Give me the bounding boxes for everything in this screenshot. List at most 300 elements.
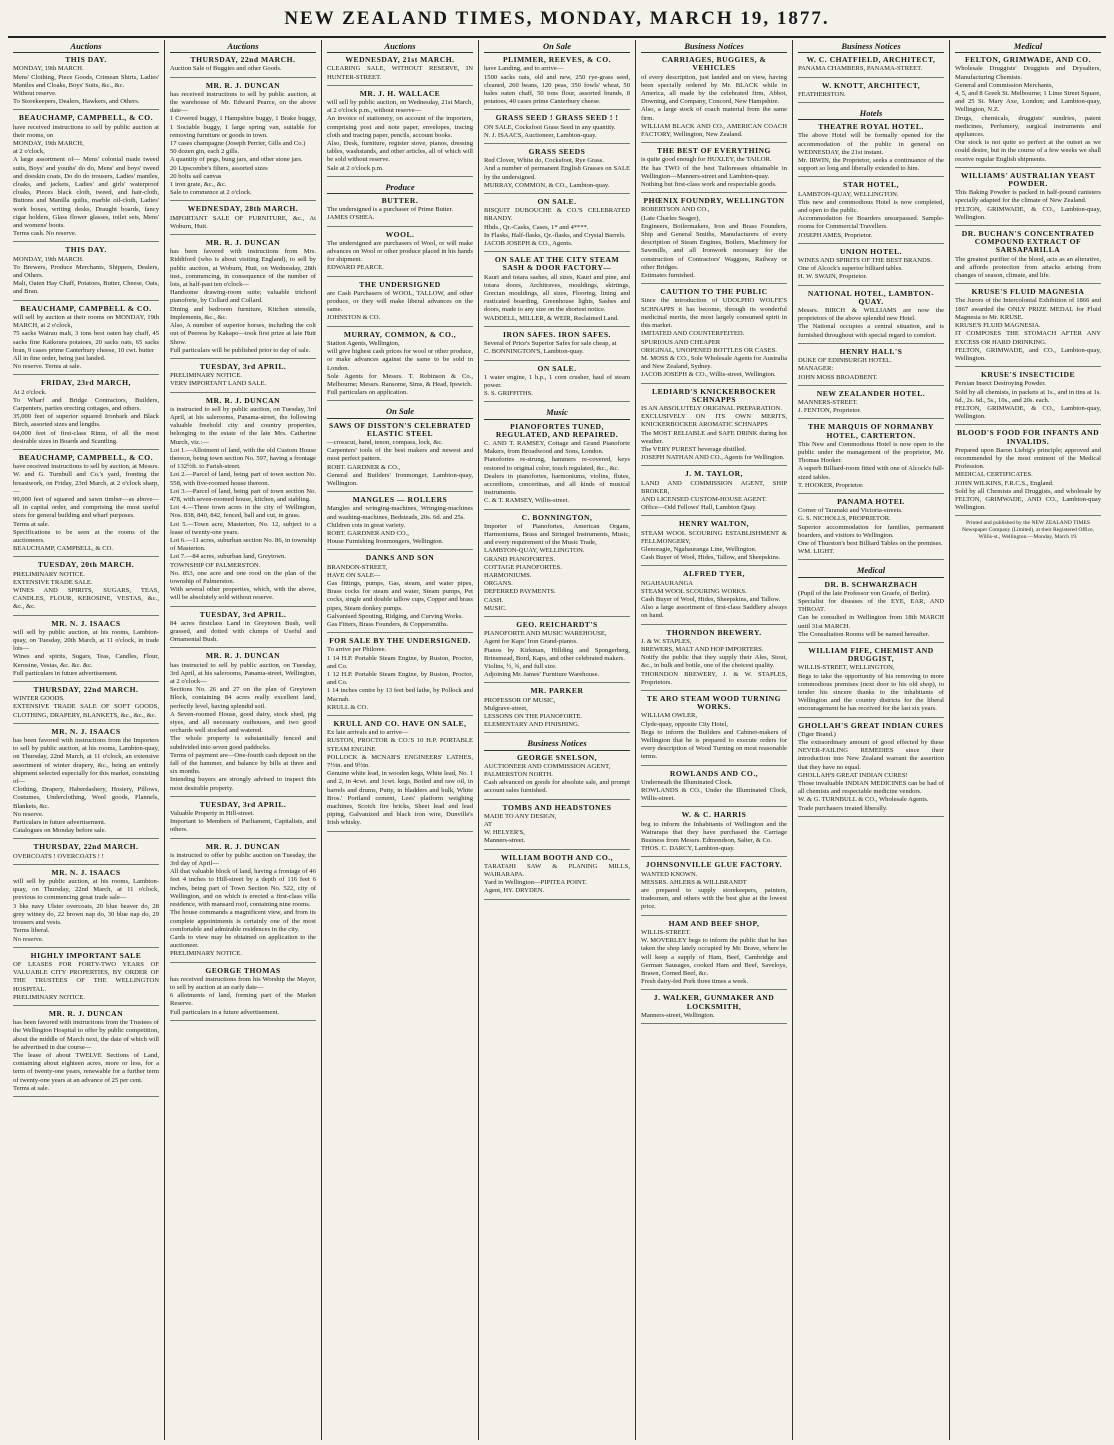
ad-text: The MOST RELIABLE and SAFE DRINK during hot weather. — [641, 429, 787, 445]
ad-heading: THE MARQUIS OF NORMANBY HOTEL, CARTERTON. — [808, 422, 934, 440]
ad-heading: TUESDAY, 3rd APRIL. — [199, 361, 287, 371]
ad-heading: THIS DAY. — [65, 245, 107, 255]
ad-text: ROBT. GARDNER & CO., — [327, 463, 401, 471]
ad-text: JOSEPH NATHAN AND CO., Agents for Wellington. — [641, 454, 785, 462]
ad-heading: FOR SALE BY THE UNDERSIGNED. — [329, 636, 471, 646]
ad-heading: FELTON, GRIMWADE, AND CO. — [964, 55, 1091, 65]
ad-text: Galvanised Spouting, Ridging, and Curving Works. — [327, 612, 463, 620]
ad-heading: GEORGE THOMAS — [205, 965, 281, 975]
ad-text: The greatest purifier of the blood, acts as an alterative, and affords protection from attacks arising from changes of season, climate, and life. — [955, 255, 1101, 280]
ad-text: 1 iron grate, &c., &c. — [170, 181, 227, 189]
masthead: NEW ZEALAND TIMES, MONDAY, MARCH 19, 1877. — [284, 8, 830, 29]
advertisement — [13, 843, 159, 864]
advertisement — [484, 331, 630, 361]
ad-text: KRUSE'S FLUID MAGNESIA. — [955, 322, 1041, 330]
ad-heading: THURSDAY, 22nd MARCH. — [33, 842, 139, 852]
advertisement — [798, 348, 944, 386]
ad-text: TOWNSHIP OF PALMERSTON. — [170, 561, 261, 569]
ad-text: has instructed to sell by public auction, on Tuesday, 3rd April, at his salerooms, Panama-street, Wellington, at 2 o'clock— — [170, 661, 316, 686]
ad-text: ROBT. GARDNER AND CO., — [327, 529, 409, 537]
ad-text: The undersigned are purchasers of Wool, or will make advances on Wool or other produce placed in his hands for shipment. — [327, 239, 473, 264]
ad-text: WINES AND SPIRITS, SUGARS, TEAS, CANDLES, FLOUR, KEROSINE, VESTAS, &c., &c., &c. — [13, 586, 159, 611]
ad-heading: BUTTER. — [381, 196, 419, 206]
section-heading: Medical — [955, 40, 1101, 53]
ad-text: THORNDON BREWERY, J. & W. STAPLES, Proprietors. — [641, 670, 787, 686]
ad-text: ROWLANDS & CO., Under the Illuminated Clock, Willis-street. — [641, 787, 787, 803]
ad-text: N. J. ISAACS, Auctioneer, Lambton-quay. — [484, 131, 597, 139]
ad-text: LAMBTON-QUAY, WELLINGTON. — [798, 190, 899, 198]
ad-text: No reserve. Terms at sale. — [13, 363, 82, 371]
ad-heading: WILLIAMS' AUSTRALIAN YEAST POWDER. — [960, 170, 1096, 189]
ad-text: JOHNSTON & CO. — [327, 314, 381, 322]
columns-container — [8, 40, 1106, 1440]
ad-text: Full particulars in future advertisement. — [13, 669, 118, 677]
ad-text: Notify the public that they supply their Ales, Stout, &c., in bulk and bottle, one of the choicest quality. — [641, 654, 787, 670]
ad-text: MEDICAL CERTIFICATES. — [955, 471, 1033, 479]
advertisement — [484, 754, 630, 800]
advertisement — [484, 854, 630, 900]
advertisement — [641, 861, 787, 915]
ad-text: Sole Agents for Messrs. T. Robinson & Co., Melbourne; Messrs. Ransome, Sims, & Head, Ipswich. — [327, 372, 473, 388]
ad-text: 3 bks navy Ulster overcoats, 20 blue beaver do, 28 grey witney do, 22 brown nap do, 30 blue nap do, 29 trousers and vests. — [13, 902, 159, 927]
ad-text: Also a large assortment of first-class Saddlery always on hand. — [641, 604, 787, 620]
ad-text: GHOLLAH'S GREAT INDIAN CURES! — [798, 771, 908, 779]
ad-text: 84 acres firstclass Land in Greytown Bush, well grassed, and dotted with clumps of Useful and Ornamental Bush. — [170, 619, 316, 644]
ad-text: Valuable Property in Hill-street. — [170, 810, 255, 818]
ad-text: Gas fittings, pumps, Gas, steam, and water pipes, Brass cocks for steam and water, Steam pumps, Pet cocks, single and double tallow cups, Copper and brass pipes, Steam donkey pumps. — [327, 579, 473, 612]
ad-text: Wholesale Druggists' Druggists and Drysalters, Manufacturing Chemists. — [955, 65, 1101, 81]
ad-text: has been favored with instructions from Mrs. Riddiford (who is about visiting England), to sell by public auction, at Woburn, Hutt, on Wednesday, 28th inst., commencing, in consequence of the number of lots, at half-past ten o'clock— — [170, 248, 316, 289]
ad-text: He has TWO of the best Tailoresses obtainable in Wellington—Manners-street and Lambton-quay. — [641, 164, 787, 180]
ad-text: Ex late arrivals and to arrive— — [327, 729, 409, 737]
ad-text: Lot 7.—84 acres, suburban land, Greytown. — [170, 553, 286, 561]
ad-heading: MURRAY, COMMON, & CO., — [343, 329, 457, 339]
ad-text: PROFESSOR OF MUSIC, — [484, 696, 556, 704]
ad-heading: NEW ZEALANDER HOTEL. — [816, 388, 926, 398]
ad-text: Yard in Wellington—PIPITEA POINT. — [484, 879, 587, 887]
ad-text: Full particulars will be published prior to day of sale. — [170, 346, 311, 354]
advertisement — [484, 687, 630, 733]
ad-text: Cash advanced on goods for absolute sale, and prompt account sales furnished. — [484, 779, 630, 795]
ad-text: Manners-street, Wellington. — [641, 1011, 715, 1019]
advertisement — [798, 181, 944, 243]
ad-text: will sell by auction at their rooms on MONDAY, 19th MARCH, at 2 o'clock, — [13, 313, 159, 330]
advertisement — [170, 82, 316, 202]
ad-text: IMITATED AND COUNTERFEITED. — [641, 330, 745, 338]
ad-heading: J. WALKER, GUNMAKER AND LOCKSMITH, — [653, 993, 775, 1011]
ad-text: COTTAGE PIANOFORTES. — [484, 563, 562, 571]
ad-text: Auction Sale of Buggies and other Goods. — [170, 65, 282, 73]
ad-text: C. & T. RAMSEY, Willis-street. — [484, 497, 569, 505]
ad-text: 6 allotments of land, forming part of the Market Reserve. — [170, 992, 316, 1008]
ad-text: AT — [484, 821, 493, 829]
ad-text: have received instructions to sell by public auction at their rooms, on — [13, 123, 159, 139]
ad-text: is instructed to sell by public auction, on Tuesday, 3rd April, at his salerooms, Panama-street, the following valuable freehold city and country properties, belonging to the estate of the late Mrs. Catherine Murch, viz.:— — [170, 405, 316, 446]
advertisement — [13, 620, 159, 682]
ad-text: ORIGINAL, UNOPENED BOTTLES OR CASES. — [641, 346, 777, 354]
ad-text: 1 Covered buggy, 1 Hampshire buggy, 1 Brake buggy, 1 Sociable buggy, 1 large spring van, suitable for removing furniture or goods in town. — [170, 115, 316, 139]
ad-text: JOHN WILKINS, F.R.C.S., England. — [955, 479, 1054, 487]
ad-text: Can be consulted in Wellington from 18th MARCH until 31st MARCH. — [798, 614, 944, 630]
ad-text: Terms cash. No reserve. — [13, 230, 77, 238]
ad-heading: BEAUCHAMP, CAMPBELL, & CO. — [18, 452, 154, 462]
advertisement — [327, 56, 473, 86]
ad-heading: PHŒNIX FOUNDRY, WELLINGTON — [643, 196, 785, 206]
ad-heading: MR. R. J. DUNCAN — [205, 395, 281, 405]
ad-text: IS AN ABSOLUTELY ORIGINAL PREPARATION. — [641, 404, 782, 412]
ad-heading: ON SALE. — [537, 197, 577, 207]
ad-heading: THURSDAY, 22nd MARCH. — [33, 685, 139, 695]
newspaper-column — [8, 40, 165, 1440]
ad-heading: TUESDAY, 3rd APRIL. — [199, 799, 287, 809]
ad-text: WILLIS-STREET. — [641, 928, 691, 936]
ad-heading: J. M. TAYLOR, — [684, 469, 744, 479]
advertisement — [798, 498, 944, 560]
ad-text: has been favored with instructions from the Trustees of the Wellington Hospital to offer by public competition, about the middle of March next, the date of which will be advertised in due course— — [13, 1019, 159, 1051]
ad-heading: BEAUCHAMP, CAMPBELL & CO. — [20, 303, 152, 313]
ad-text: One of Alcock's superior billiard tables. — [798, 265, 903, 273]
ad-text: RUSTON, PROCTOR & CO.'S 10 H.P. PORTABLE STEAM ENGINE — [327, 737, 473, 753]
ad-text: Sold by all chemists, in packets at 1s., and in tins at 1s. 6d., 2s. 6d., 5s., 10s., and 20s. each. — [955, 388, 1101, 404]
ad-text: FELTON, GRIMWADE, and CO., Lambton-quay, Wellington. — [955, 346, 1101, 362]
ad-text: Wines and spirits, Sugars, Teas, Candles, Flour, Kerosine, Vestas, &c. &c. &c. — [13, 653, 159, 669]
ad-text: This new and commodious Hotel is now completed, and open to the public. — [798, 198, 944, 215]
ad-text: J. FENTON, Proprietor. — [798, 407, 862, 415]
ad-text: DUKE OF EDINBURGH HOTEL. — [798, 357, 892, 365]
ad-heading: WOOL. — [385, 229, 415, 239]
ad-heading: GRASS SEEDS — [528, 147, 586, 157]
ad-heading: DR. B. SCHWARZBACH — [824, 579, 918, 589]
ad-text: IMPORTANT SALE OF FURNITURE, &c., At Woburn, Hutt. — [170, 214, 316, 230]
advertisement — [798, 647, 944, 718]
ad-text: PRELIMINARY NOTICE. — [13, 570, 85, 578]
section-heading: Produce — [327, 181, 473, 194]
newspaper-column — [479, 40, 636, 1440]
ad-text: Underneath the Illuminated Clock. — [641, 778, 733, 786]
ad-text: Nothing but first-class work and respectable goods. — [641, 181, 777, 189]
ad-text: Fresh dairy-fed Pork three times a week. — [641, 978, 749, 986]
ad-heading: WEDNESDAY, 21st MARCH. — [345, 55, 455, 65]
ad-text: Also, Desk, furniture, register stove, pianos, dressing tables, washstands, and other articles, all of which will be sold without reserve. — [327, 140, 473, 164]
ad-heading: KRUSE'S FLUID MAGNESIA — [971, 287, 1085, 297]
ad-heading: TE ARO STEAM WOOD TURNING WORKS. — [646, 694, 782, 712]
advertisement — [327, 231, 473, 277]
ad-text: DEFERRED PAYMENTS. — [484, 588, 556, 596]
ad-text: A large assortment of— Mens' colonial made tweed suits, Boys' and youths' do do, Mens' and boys' tweed and doeskin coats, Do do do trousers, Ladies' mantles, cloaks, and jackets, Ladies' and girls' waterproof cloaks, Pieces black cloth, tweed, and hair-cloth, Buttons and Manilla quilts, marble oil-cloth, Ladies' work boxes, writing desks, Draught boards, fancy cigar holders, Glass flower glasses, toilet sets, Mens' and womens' boots. — [13, 156, 159, 230]
ad-text: Agent for Kaps' Iron Grand-pianos. — [484, 638, 578, 646]
ad-heading: NATIONAL HOTEL, LAMBTON-QUAY. — [807, 288, 935, 306]
advertisement — [13, 305, 159, 376]
ad-text: 1 12 H.P. Portable Steam Engine, by Ruston, Proctor, and Co. — [327, 671, 473, 687]
advertisement — [484, 56, 630, 110]
advertisement — [327, 554, 473, 633]
ad-text: The undersigned is a purchaser of Prime Butter. — [327, 206, 453, 214]
ad-text: Full particulars in a future advertisement. — [170, 1008, 280, 1016]
ad-text: Importer of Pianofortes, American Organs, Harmoniums, Brass and Stringed Instruments, Music, and every requirement of the Music Trade, — [484, 522, 630, 547]
ad-text: Station Agents, Wellington, — [327, 339, 400, 347]
ad-text: And a number of permanent English Grasses on SALE by the undersigned. — [484, 165, 630, 181]
ad-heading: GEORGE SNELSON, — [516, 752, 598, 762]
section-heading: Auctions — [170, 40, 316, 53]
imprint-footer: Printed and published by the NEW ZEALAND TIMES Newspaper Company (Limited), at their Registered Office, Willis-st., Wellington.—Monday, March 19. — [962, 520, 1094, 541]
ad-text: EXCLUSIVELY ON ITS OWN MERITS, KNICKERBOCKER AROMATIC SCHNAPPS — [641, 413, 787, 429]
ad-text: MURRAY, COMMON, & CO., Lambton-quay. — [484, 181, 610, 189]
ad-heading: UNION HOTEL. — [839, 246, 903, 256]
ad-text: 1 14 inches centre by 13 feet bed lathe, by Pollock and Macnab. — [327, 687, 473, 703]
ad-text: Mangles and wringing-machines, Wringing-machines and washing-machines, Bedsteads, 20s. 6d. and 25s. — [327, 505, 473, 521]
ad-text: —crosscut, hand, tenon, compass, lock, &c. — [327, 438, 443, 446]
ad-text: W. HELYER'S, — [484, 829, 525, 837]
advertisement — [798, 722, 944, 817]
ad-text: 99,000 feet of squared and sawn timber—as above—all in capital order, and comprising the most useful sizes for general building and wharf purposes. — [13, 495, 159, 520]
ad-text: has received instructions to sell by public auction, at the warehouse of Mr. Edward Pearce, on the above date— — [170, 90, 316, 115]
ad-text: 50 dozen gin, each 2 gills. — [170, 148, 240, 156]
ad-text: (Late Charles Seager), — [641, 214, 701, 222]
advertisement — [641, 197, 787, 284]
masthead-rule — [8, 36, 1106, 38]
ad-text: FEATHERSTON. — [798, 90, 846, 98]
ad-text: All that valuable block of land, having a frontage of 46 feet 4 inches to Hill-street by a depth of 116 feet 6 inches, being part of Town Section No. 522, city of Wellington, and on which is erected a first-class villa residence, with mansard roof, containing nine rooms. — [170, 868, 316, 909]
advertisement — [170, 843, 316, 963]
ad-text: MONDAY, 19th MARCH, — [13, 140, 84, 148]
ad-text: Sale at 2 o'clock p.m. — [327, 164, 384, 172]
ad-heading: MR. R. J. DUNCAN — [205, 238, 281, 248]
advertisement — [955, 56, 1101, 168]
ad-text: The Jurors of the Intercolonial Exhibition of 1866 and 1867 awarded the ONLY PRIZE MEDAL for Fluid Magnesia to Mr. KRUSE. — [955, 297, 1101, 321]
ad-text: has received instructions from his Worship the Mayor, to sell by auction at an early date— — [170, 975, 316, 991]
ad-text: LAND AND COMMISSION AGENT, SHIP BROKER, — [641, 479, 787, 495]
ad-text: PIANOFORTE AND MUSIC WAREHOUSE, — [484, 630, 607, 638]
advertisement — [13, 728, 159, 840]
ad-text: JOHN MOSS BROADBENT. — [798, 373, 878, 381]
ad-text: Terms liberal. — [13, 927, 50, 935]
ad-text: 17 cases champagne (Joseph Perrier, Gills and Co.) — [170, 140, 306, 148]
advertisement — [170, 363, 316, 393]
ad-text: W. & G. TURNBULL & CO., Wholesale Agents. — [798, 796, 929, 804]
ad-text: PRELIMINARY NOTICE. — [170, 372, 242, 380]
ad-heading: THEATRE ROYAL HOTEL. — [818, 122, 924, 132]
ad-heading: MR. N. J. ISAACS — [51, 867, 121, 877]
ad-heading: ALFRED TYER, — [683, 569, 745, 579]
ad-heading: FRIDAY, 23rd MARCH, — [41, 378, 131, 388]
advertisement — [13, 952, 159, 1006]
ad-heading: TOMBS AND HEADSTONES — [502, 802, 612, 812]
ad-text: Our stock is not quite so perfect at the outset as we could desire, but in the course of a few weeks we shall receive regular English shipments. — [955, 139, 1101, 163]
ad-text: Terms of payment are—One-fourth cash deposit on the fall of the hammer, and balance by bills at three and six months. — [170, 751, 316, 776]
ad-text: LESSONS ON THE PIANOFORTE. — [484, 713, 583, 721]
ad-text: No reserve. — [13, 810, 44, 818]
ad-text: POLLOCK & MCNAB'S ENGINEERS' LATHES, 7½in. and 9½in. — [327, 753, 473, 770]
ad-text: NGAHAURANGA — [641, 579, 694, 587]
ad-text: Estimates furnished. — [641, 272, 695, 280]
ad-text: With several other properties, which, with the above, will be absolutely sold without reserve. — [170, 586, 316, 602]
ad-heading: TUESDAY, 3rd APRIL. — [199, 609, 287, 619]
advertisement — [641, 629, 787, 691]
ad-text: BISQUIT DUBOUCHE & CO.'S CELEBRATED BRANDY. — [484, 207, 630, 223]
ad-text: Red Clover, White do, Cocksfoot, Rye Grass. — [484, 157, 604, 165]
advertisement — [13, 1010, 159, 1097]
ad-heading: GRASS SEED ! GRASS SEED ! ! — [495, 113, 619, 123]
ad-text: HAVE ON SALE— — [327, 571, 381, 579]
ad-text: T. HOOKER, Proprietor. — [798, 481, 864, 489]
advertisement — [641, 695, 787, 766]
ad-text: EXTENSIVE TRADE SALE OF SOFT GOODS, CLOTHING, DRAPERY, BLANKETS, &c., &c., &c. — [13, 703, 159, 719]
ad-text: Specifications to be seen at the rooms of the auctioneers. — [13, 528, 159, 544]
section-heading: Auctions — [13, 40, 159, 53]
ad-text: Lot 5.—Town acre, Masterton, No. 12, subject to a lease of twenty-one years. — [170, 520, 316, 536]
ad-text: Lot 6.—11 acres, suburban section No. 86, in township of Masterton. — [170, 536, 316, 553]
advertisement — [484, 423, 630, 510]
ad-text: WILLIAM OWLER, — [641, 712, 698, 720]
advertisement — [484, 198, 630, 252]
advertisement — [484, 114, 630, 144]
ad-heading: HENRY WALTON, — [679, 519, 749, 529]
ad-text: ROBERTSON AND CO., — [641, 206, 710, 214]
advertisement — [798, 581, 944, 643]
ad-heading: PANAMA HOTEL — [837, 496, 905, 506]
ad-text: Terms at sale. — [13, 520, 50, 528]
ad-heading: W. & C. HARRIS — [681, 810, 747, 820]
ad-text: WINES AND SPIRITS OF THE BEST BRANDS. — [798, 257, 933, 265]
ad-heading: DANKS AND SON — [365, 553, 435, 563]
advertisement — [13, 686, 159, 724]
section-heading: Auctions — [327, 40, 473, 53]
ad-text: To Wharf and Bridge Contractors, Builders, Carpenters, parties erecting cottages, and others. — [13, 396, 159, 412]
ad-heading: W. C. CHATFIELD, ARCHITECT, — [806, 55, 936, 65]
ad-text: MADE TO ANY DESIGN, — [484, 812, 557, 820]
advertisement — [13, 454, 159, 557]
ad-text: Engineers, Boilermakers, Iron and Brass Founders, Ship and General Smiths, Manufacturers of every description of Steam Engines, Boilers, Machinery for Sawmills, and all Ironwork necessary for the construction of Contractors' Waggons, Railway or other Bridges. — [641, 222, 787, 271]
section-heading: Music — [484, 406, 630, 419]
ad-text: have Landing, and to arrive— — [484, 65, 564, 73]
ad-text: LAMBTON-QUAY, WELLINGTON. — [484, 547, 585, 555]
advertisement — [641, 147, 787, 193]
ad-text: HARMONIUMS. — [484, 571, 532, 579]
ad-text: ON SALE, Cocksfoot Grass Seed in any quantity. — [484, 123, 616, 131]
ad-text: BRANDON-STREET, — [327, 563, 388, 571]
ad-text: JACOB JOSEPH & CO., Agents. — [484, 240, 573, 248]
ad-heading: KRULL AND CO. HAVE ON SALE, — [333, 719, 467, 729]
ad-text: Cards to view may be obtained on application to the auctioneer. — [170, 933, 316, 950]
advertisement — [955, 371, 1101, 425]
advertisement — [327, 496, 473, 550]
ad-text: Agent, HY. DRYDEN. — [484, 887, 545, 895]
ad-text: (Tiger Brand.) — [798, 730, 836, 738]
ad-text: MANNERS-STREET. — [798, 398, 858, 406]
advertisement — [798, 123, 944, 177]
ad-text: An invoice of stationery, on account of the importers, comprising post and note paper, envelopes, tracing cloth and tracing paper, pencils, account books. — [327, 115, 473, 139]
ad-text: beg to inform the Inhabitants of Wellington and the Wairarapa that they have purchased the Carriage Business from Messrs. Edmondson, Salter, & Co. — [641, 820, 787, 845]
ad-text: Dining and bedroom furniture, Kitchen utensils, Implements, &c., &c. — [170, 305, 316, 321]
section-heading: Business Notices — [484, 737, 630, 750]
ad-text: WM. LIGHT. — [798, 548, 835, 556]
ad-text: is quite good enough for HUXLEY, the TAILOR. — [641, 156, 772, 164]
advertisement — [484, 804, 630, 850]
ad-text: Gas Fitters, Brass Founders, & Coppersmiths. — [327, 620, 449, 628]
ad-text: Terms at sale. — [13, 1084, 50, 1092]
ad-heading: WILLIAM FIFE, CHEMIST AND DRUGGIST, — [808, 645, 934, 664]
newspaper-column — [793, 40, 950, 1440]
ad-text: FELTON, GRIMWADE, & CO., Lambton-quay, Wellington. — [955, 205, 1101, 221]
ad-text: The whole property is substantially fenced and subdivided into seven good paddocks. — [170, 735, 316, 751]
advertisement — [13, 56, 159, 110]
advertisement — [170, 801, 316, 839]
ad-text: Cash Buyer of Wool, Hides, Tallow, and Sheepskins. — [641, 554, 781, 562]
ad-text: Sold by all Chemists and Druggists, and wholesale by FELTON, GRIMWADE, AND CO., Lambton-quay Wellington. — [955, 487, 1101, 512]
section-heading: Hotels — [798, 107, 944, 120]
ad-text: Pianofortes re-strung, hammers re-covered, keys restored to original color, touch regulated, &c., &c. — [484, 456, 630, 472]
ad-text: 20 Lipscombe's filters, assorted sizes — [170, 164, 268, 172]
ad-text: Full particulars on application. — [327, 389, 408, 397]
ad-text: will sell by public auction, at his rooms, Lambton-quay, on Tuesday, 20th March, at 11 o'clock, in trade lots— — [13, 628, 159, 653]
ad-text: All in fine order, being just landed. — [13, 354, 106, 362]
ad-text: ELEMENTARY AND FINISHING. — [484, 721, 580, 729]
ad-heading: ROWLANDS AND CO., — [669, 768, 759, 778]
ad-text: Malt, Oaten Hay Chaff, Potatoes, Butter, Cheese, Oats, and Bran. — [13, 280, 159, 296]
ad-heading: GHOLLAH'S GREAT INDIAN CURES — [798, 720, 944, 730]
ad-text: Without reserve. — [13, 90, 57, 98]
newspaper-column — [950, 40, 1106, 1440]
ad-text: The National occupies a central situation, and is furnished throughout with special regard to comfort. — [798, 323, 944, 339]
ad-text: General and Commission Merchants, — [955, 81, 1054, 89]
advertisement — [641, 811, 787, 857]
ad-text: The extraordinary amount of good effected by these NEVER-FAILING REMEDIES since their introduction into New Zealand warrant the assertion that they have no equal. — [798, 739, 944, 771]
ad-text: SPURIOUS AND CHEAPER — [641, 338, 721, 346]
ad-text: To arrive per Philoree. — [327, 646, 387, 654]
ad-text: PRELIMINARY NOTICE. — [13, 993, 85, 1001]
ad-text: Pianos by Kirkman, Hillding and Spongerberg, Brinsmead, Bord, Kaps, and other celebrated makers. — [484, 646, 630, 662]
ad-text: J. & W. STAPLES, — [641, 637, 692, 645]
advertisement — [641, 288, 787, 383]
advertisement — [170, 239, 316, 359]
ad-heading: THE UNDERSIGNED — [359, 279, 441, 289]
ad-text: will sell by public auction, on Wednesday, 21st March, at 2 o'clock p.m., without reserve— — [327, 99, 473, 115]
advertisement — [641, 920, 787, 991]
ad-text: 1500 sacks oats, old and new, 250 rye-grass seed, cleaned, 260 beans, 120 peas, 350 fowls' wheat, 50 bales oaten chaff, 50 tons flour, assorted brands, 8 potatoes, 40 cases prime Canterbury cheese. — [484, 73, 630, 106]
ad-text: AUCTIONEER AND COMMISSION AGENT, — [484, 762, 611, 770]
ad-heading: C. BONNINGTON, — [521, 512, 593, 522]
ad-heading: MR. PARKER — [530, 686, 584, 696]
ad-text: C. AND T. RAMSEY, Cottage and Grand Pianoforte Makers, from Broadwood and Sons, London. — [484, 439, 630, 456]
ad-heading: LEDIARD'S KNICKERBOCKER SCHNAPPS — [652, 386, 776, 404]
ad-heading: WILLIAM BOOTH AND CO., — [500, 852, 614, 862]
ad-text: Mens' Clothing, Piece Goods, Crimean Shirts, Ladies' Mantles and Cloaks, Boys' Suits, &c., &c. — [13, 73, 159, 89]
ad-heading: KRUSE'S INSECTICIDE — [980, 370, 1076, 380]
ad-text: Lot 2.—Parcel of land, being part of town section No. 558, with five-roomed house thereon. — [170, 471, 316, 487]
newspaper-column — [636, 40, 793, 1440]
ad-text: Handsome drawing-room suite; valuable trichord pianoforte, by Collard and Collard. — [170, 289, 316, 305]
ad-text: Corner of Taranaki and Victoria-streets. — [798, 507, 903, 515]
ad-text: STEAM WOOL SCOURING WORKS. — [641, 587, 747, 595]
ad-text: THOS. C. DARCY, Lambton-quay. — [641, 845, 735, 853]
ad-heading: HENRY HALL'S — [839, 346, 903, 356]
advertisement — [327, 331, 473, 402]
ad-text: The above Hotel will be formally opened for the accommodation of the public in general on WEDNESDAY, the 21st instant. — [798, 132, 944, 156]
ad-heading: ON SALE AT THE CITY STEAM SASH & DOOR FACTORY— — [494, 255, 620, 273]
ad-heading: MR. R. J. DUNCAN — [205, 80, 281, 90]
ad-text: H. W. SWAIN, Proprietor. — [798, 273, 868, 281]
ad-text: BREWERS, MALT AND HOP IMPORTERS. — [641, 646, 764, 653]
ad-text: Several of Price's Superior Safes for sale cheap, at — [484, 340, 617, 348]
ad-text: MONDAY, 19th MARCH. — [13, 255, 84, 263]
advertisement — [327, 637, 473, 716]
ad-text: S. S. GRIFFITHS. — [484, 390, 533, 398]
ad-text: A superb Billiard-room fitted with one of Alcock's full-sized tables. — [798, 465, 944, 481]
ad-text: BEAUCHAMP, CAMPBELL, & CO. — [13, 545, 114, 553]
advertisement — [327, 90, 473, 177]
ad-heading: THORNDON BREWERY. — [666, 627, 762, 637]
ad-heading: MR. R. J. DUNCAN — [205, 651, 281, 661]
